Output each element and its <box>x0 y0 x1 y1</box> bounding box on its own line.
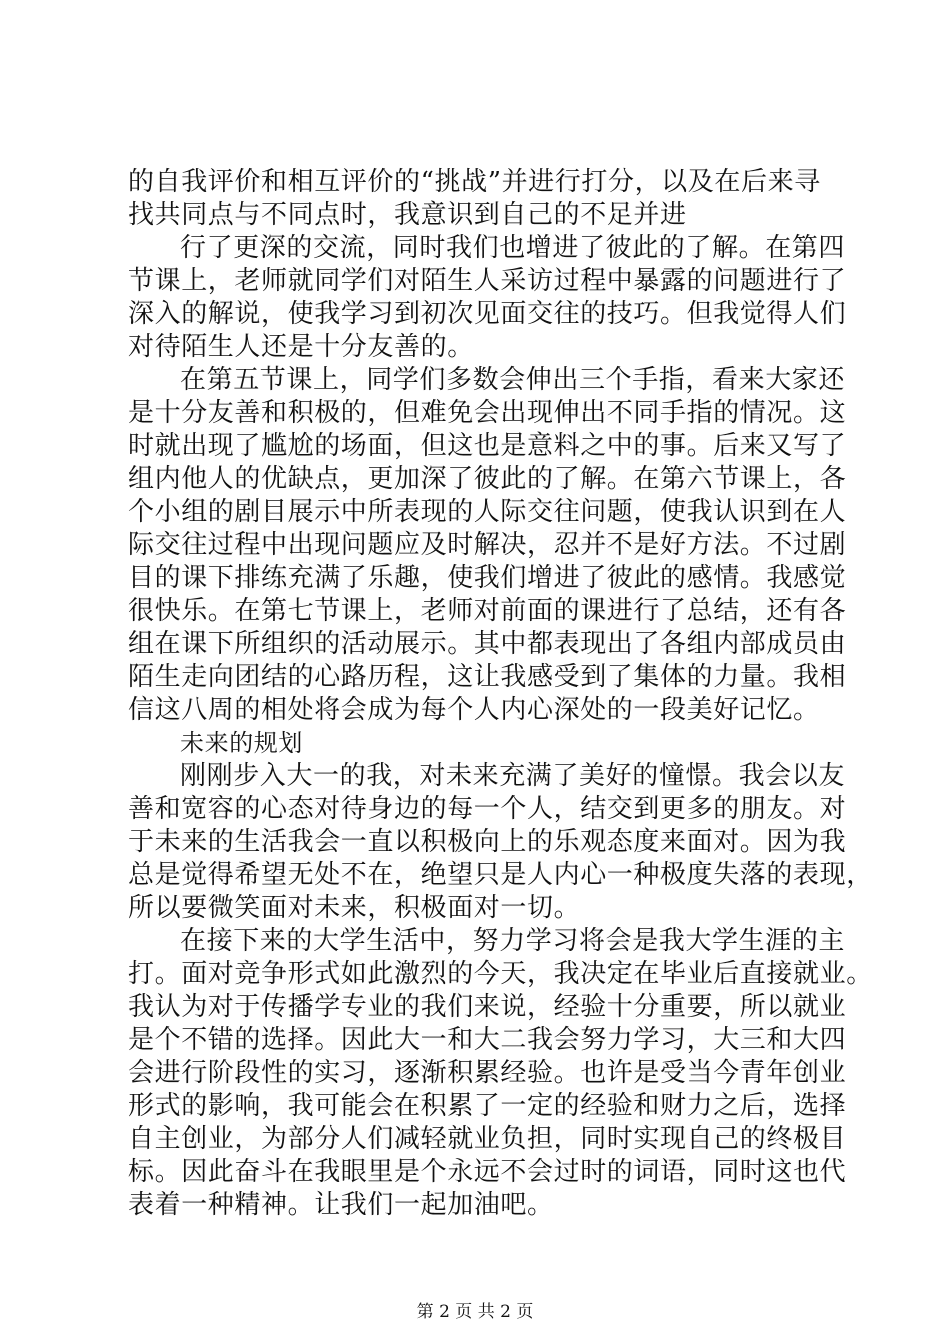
text-line: 总是觉得希望无处不在，绝望只是人内心一种极度失落的表现， <box>128 860 873 890</box>
text-line: 形式的影响，我可能会在积累了一定的经验和财力之后，选择 <box>128 1091 847 1121</box>
text-line: 于未来的生活我会一直以积极向上的乐观态度来面对。因为我 <box>128 827 847 857</box>
text-line: 找共同点与不同点时，我意识到自己的不足并进 <box>128 200 687 230</box>
text-line: 个小组的剧目展示中所表现的人际交往问题，使我认识到在人 <box>128 497 847 527</box>
text-line: 的自我评价和相互评价的“挑战”并进行打分，以及在后来寻 <box>128 167 821 197</box>
text-line: 是个不错的选择。因此大一和大二我会努力学习，大三和大四 <box>128 1025 847 1055</box>
text-line: 行了更深的交流，同时我们也增进了彼此的了解。在第四 <box>180 233 846 263</box>
text-line: 很快乐。在第七节课上，老师对前面的课进行了总结，还有各 <box>128 596 847 626</box>
text-line: 我认为对于传播学专业的我们来说，经验十分重要，所以就业 <box>128 992 847 1022</box>
text-line: 善和宽容的心态对待身边的每一个人，结交到更多的朋友。对 <box>128 794 847 824</box>
text-line: 在第五节课上，同学们多数会伸出三个手指，看来大家还 <box>180 365 846 395</box>
text-line: 陌生走向团结的心路历程，这让我感受到了集体的力量。我相 <box>128 662 847 692</box>
text-line: 时就出现了尴尬的场面，但这也是意料之中的事。后来又写了 <box>128 431 847 461</box>
document-body <box>128 166 873 1222</box>
text-line: 组内他人的优缺点，更加深了彼此的了解。在第六节课上，各 <box>128 464 847 494</box>
text-line: 在接下来的大学生活中，努力学习将会是我大学生涯的主 <box>180 926 846 956</box>
text-line: 信这八周的相处将会成为每个人内心深处的一段美好记忆。 <box>128 695 820 725</box>
section-heading: 未来的规划 <box>180 729 303 757</box>
text-line: 节课上，老师就同学们对陌生人采访过程中暴露的问题进行了 <box>128 266 847 296</box>
page-number-footer: 第 2 页 共 2 页 <box>416 1302 534 1322</box>
text-line: 会进行阶段性的实习，逐渐积累经验。也许是受当今青年创业 <box>128 1058 847 1088</box>
text-line: 标。因此奋斗在我眼里是个永远不会过时的词语，同时这也代 <box>128 1157 847 1187</box>
text-line: 打。面对竞争形式如此激烈的今天，我决定在毕业后直接就业。 <box>128 959 873 989</box>
text-line: 自主创业，为部分人们减轻就业负担，同时实现自己的终极目 <box>128 1124 847 1154</box>
text-line: 所以要微笑面对未来，积极面对一切。 <box>128 893 581 923</box>
text-line: 表着一种精神。让我们一起加油吧。 <box>128 1190 554 1220</box>
text-line: 对待陌生人还是十分友善的。 <box>128 332 474 362</box>
text-line: 刚刚步入大一的我，对未来充满了美好的憧憬。我会以友 <box>180 761 846 791</box>
text-line: 际交往过程中出现问题应及时解决，忍并不是好方法。不过剧 <box>128 530 847 560</box>
text-line: 深入的解说，使我学习到初次见面交往的技巧。但我觉得人们 <box>128 299 847 329</box>
text-line: 是十分友善和积极的，但难免会出现伸出不同手指的情况。这 <box>128 398 847 428</box>
text-line: 组在课下所组织的活动展示。其中都表现出了各组内部成员由 <box>128 629 847 659</box>
text-line: 目的课下排练充满了乐趣，使我们增进了彼此的感情。我感觉 <box>128 563 847 593</box>
